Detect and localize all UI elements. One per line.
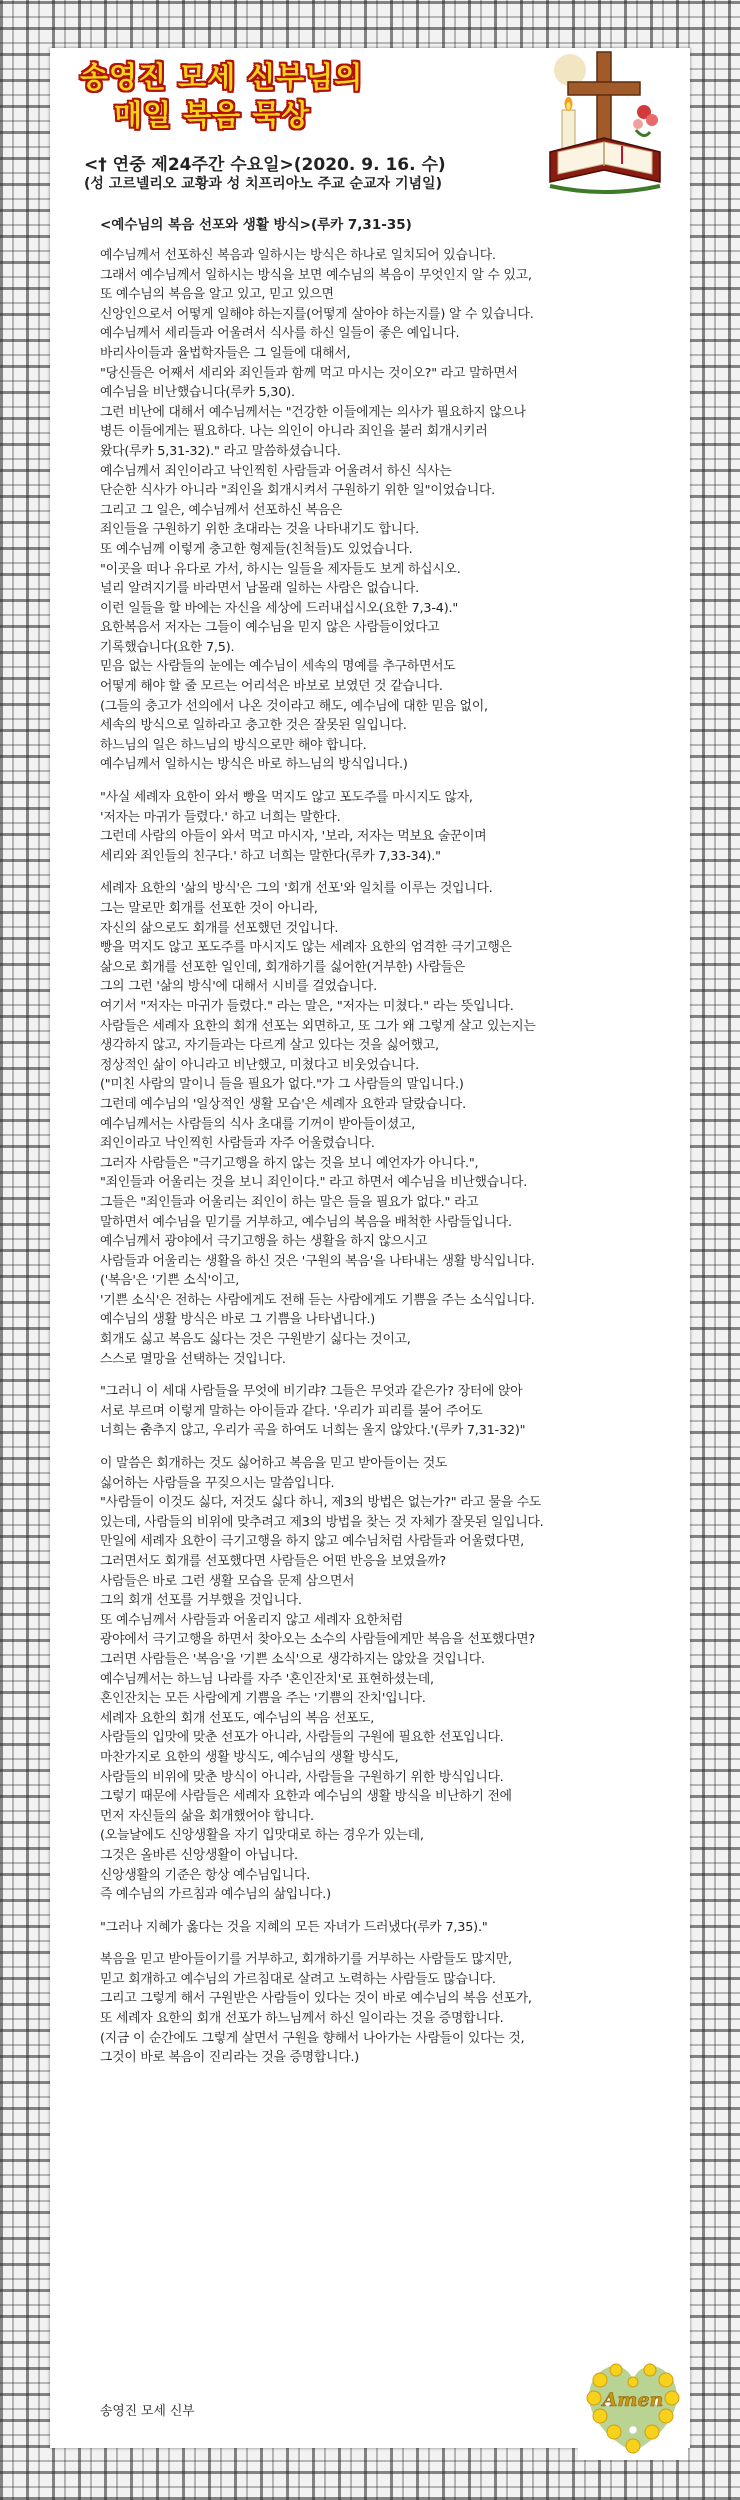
text-line: 삶으로 회개를 선포한 일인데, 회개하기를 싫어한(거부한) 사람들은	[100, 959, 466, 975]
text-line: 사람들은 바로 그런 생활 모습을 문제 삼으면서	[100, 1573, 355, 1589]
text-line: 이런 일들을 할 바에는 자신을 세상에 드러내십시오(요한 7,3-4)."	[100, 600, 459, 616]
text-line: "당신들은 어째서 세리와 죄인들과 함께 먹고 마시는 것이오?" 라고 말하면서	[100, 365, 518, 381]
text-line: 너희는 춤추지 않고, 우리가 곡을 하여도 너희는 울지 않았다.'(루카 7,31-32)"	[100, 1423, 526, 1439]
text-line: "그러니 이 세대 사람들을 무엇에 비기랴? 그들은 무엇과 같은가? 장터에 앉아	[100, 1384, 523, 1400]
text-line: 빵을 먹지도 않고 포도주를 마시지도 않는 세례자 요한의 엄격한 극기고행은	[100, 940, 512, 956]
text-line: 사람들은 세례자 요한의 회개 선포는 외면하고, 또 그가 왜 그렇게 살고 있는지는	[100, 1018, 536, 1034]
text-line: 그래서 예수님께서 일하시는 방식을 보면 예수님의 복음이 무엇인지 알 수 있고,	[100, 267, 532, 283]
text-line: 혼인잔치는 모든 사람에게 기쁨을 주는 '기쁨의 잔치'입니다.	[100, 1691, 426, 1707]
text-line: 바리사이들과 율법학자들은 그 일들에 대해서,	[100, 345, 351, 361]
text-line: 또 세례자 요한의 회개 선포가 하느님께서 하신 일이라는 것을 증명합니다.	[100, 2011, 504, 2027]
memorial-note: (성 고르넬리오 교황과 성 치프리아노 주교 순교자 기념일)	[84, 176, 442, 192]
title-line-2: 매일 복음 묵상	[114, 98, 311, 132]
cross-candle-bible-icon	[540, 48, 670, 198]
text-line: 세속의 방식으로 일하라고 충고한 것은 잘못된 일입니다.	[100, 718, 407, 734]
text-line: 또 예수님의 복음을 알고 있고, 믿고 있으면	[100, 287, 334, 303]
text-line: 스스로 멸망을 선택하는 것입니다.	[100, 1351, 286, 1367]
text-line: 믿음 없는 사람들의 눈에는 예수님이 세속의 명예를 추구하면서도	[100, 659, 456, 675]
signature: 송영진 모세 신부	[100, 2404, 195, 2419]
text-line: 그러자 사람들은 "극기고행을 하지 않는 것을 보니 예언자가 아니다.",	[100, 1155, 479, 1171]
paragraph	[100, 1950, 670, 2068]
text-line: 여기서 "저자는 마귀가 들렸다." 라는 말은, "저자는 미쳤다." 라는 뜻입니다.	[100, 998, 514, 1014]
text-line: "그러나 지혜가 옳다는 것을 지혜의 모든 자녀가 드러냈다(루카 7,35)."	[100, 1919, 488, 1935]
text-line: 있는데, 사람들의 비위에 맞추려고 제3의 방법을 찾는 것 자체가 잘못된 일입니다.	[100, 1514, 544, 1530]
text-line: (그들의 충고가 선의에서 나온 것이라고 해도, 예수님에 대한 믿음 없이,	[100, 698, 488, 714]
text-line: 그것은 올바른 신앙생활이 아닙니다.	[100, 1847, 298, 1863]
text-line: 세례자 요한의 회개 선포도, 예수님의 복음 선포도,	[100, 1710, 375, 1726]
section-title: <예수님의 복음 선포와 생활 방식>(루카 7,31-35)	[100, 217, 412, 233]
text-line: "사실 세례자 요한이 와서 빵을 먹지도 않고 포도주를 마시지도 않자,	[100, 790, 473, 806]
text-line: 죄인들을 구원하기 위한 초대라는 것을 나타내기도 합니다.	[100, 522, 419, 538]
amen-label: Amen	[602, 2389, 664, 2411]
text-line: 말하면서 예수님을 믿기를 거부하고, 예수님의 복음을 배척한 사람들입니다.	[100, 1214, 512, 1230]
text-line: (지금 이 순간에도 그렇게 살면서 구원을 향해서 나아가는 사람들이 있다는 것,	[100, 2030, 525, 2046]
text-line: 예수님께서는 하느님 나라를 자주 '혼인잔치'로 표현하셨는데,	[100, 1671, 434, 1687]
text-line: 사람들의 비위에 맞춘 방식이 아니라, 사람들을 구원하기 위한 방식입니다.	[100, 1769, 504, 1785]
text-line: 그것이 바로 복음이 진리라는 것을 증명합니다.)	[100, 2050, 360, 2066]
text-line: 먼저 자신들의 삶을 회개했어야 합니다.	[100, 1808, 314, 1824]
text-line: (오늘날에도 신앙생활을 자기 입맛대로 하는 경우가 있는데,	[100, 1828, 424, 1844]
text-line: 그의 그런 '삶의 방식'에 대해서 시비를 걸었습니다.	[100, 979, 377, 995]
text-line: 세례자 요한의 '삶의 방식'은 그의 '회개 선포'와 일치를 이루는 것입니다.	[100, 881, 493, 897]
text-line: 또 예수님께서 사람들과 어울리지 않고 세례자 요한처럼	[100, 1612, 403, 1628]
text-line: 어떻게 해야 할 줄 모르는 어리석은 바보로 보였던 것 같습니다.	[100, 679, 443, 695]
text-line: 왔다(루카 5,31-32)." 라고 말씀하셨습니다.	[100, 443, 341, 459]
text-line: 그러면 사람들은 '복음'을 '기쁜 소식'으로 생각하지는 않았을 것입니다.	[100, 1651, 485, 1667]
text-line: 신앙인으로서 어떻게 일해야 하는지를(어떻게 살아야 하는지를) 알 수 있습니다.	[100, 306, 534, 322]
amen-flower-wreath-icon	[578, 2340, 688, 2460]
text-line: 생각하지 않고, 자기들과는 다르게 살고 있다는 것을 싫어했고,	[100, 1038, 439, 1054]
text-line: ("미친 사람의 말이니 들을 필요가 없다."가 그 사람들의 말입니다.)	[100, 1077, 464, 1093]
text-line: 단순한 식사가 아니라 "죄인을 회개시켜서 구원하기 위한 일"이었습니다.	[100, 483, 496, 499]
text-line: 그런데 사람의 아들이 와서 먹고 마시자, '보라, 저자는 먹보요 술꾼이며	[100, 829, 487, 845]
text-line: 예수님께서 선포하신 복음과 일하시는 방식은 하나로 일치되어 있습니다.	[100, 248, 496, 263]
paragraph	[100, 1918, 670, 1938]
text-line: 그리고 그 일은, 예수님께서 선포하신 복음은	[100, 502, 343, 518]
paragraph	[100, 788, 670, 866]
title-banner	[80, 58, 420, 138]
text-line: 만일에 세례자 요한이 극기고행을 하지 않고 예수님처럼 사람들과 어울렸다면,	[100, 1534, 524, 1550]
text-line: 기록했습니다(요한 7,5).	[100, 639, 235, 655]
paragraph	[100, 1382, 670, 1441]
text-line: 세리와 죄인들의 친구다.' 하고 너희는 말한다(루카 7,33-34)."	[100, 848, 441, 864]
text-line: 서로 부르며 이렇게 말하는 아이들과 같다. '우리가 피리를 불어 주어도	[100, 1403, 483, 1419]
text-line: '기쁜 소식'은 전하는 사람에게도 전해 듣는 사람에게도 기쁨을 주는 소식입니다.	[100, 1292, 535, 1308]
text-line: '저자는 마귀가 들렸다.' 하고 너희는 말한다.	[100, 809, 341, 825]
text-line: 사람들의 입맛에 맞춘 선포가 아니라, 사람들의 구원에 필요한 선포입니다.	[100, 1730, 504, 1746]
text-line: 죄인이라고 낙인찍힌 사람들과 자주 어울렸습니다.	[100, 1136, 375, 1152]
text-line: 정상적인 삶이 아니라고 비난했고, 미쳤다고 비웃었습니다.	[100, 1057, 419, 1073]
text-line: 복음을 믿고 받아들이기를 거부하고, 회개하기를 거부하는 사람들도 많지만,	[100, 1952, 512, 1968]
text-line: 예수님께서는 사람들의 식사 초대를 기꺼이 받아들이셨고,	[100, 1116, 416, 1132]
text-line: 예수님께서 광야에서 극기고행을 하는 생활을 하지 않으시고	[100, 1234, 428, 1250]
text-line: 마찬가지로 요한의 생활 방식도, 예수님의 생활 방식도,	[100, 1749, 399, 1765]
text-line: 그렇기 때문에 사람들은 세례자 요한과 예수님의 생활 방식을 비난하기 전에	[100, 1789, 512, 1805]
text-line: 예수님께서 세리들과 어울려서 식사를 하신 일들이 좋은 예입니다.	[100, 326, 460, 342]
text-line: 이 말씀은 회개하는 것도 싫어하고 복음을 믿고 받아들이는 것도	[100, 1456, 448, 1472]
text-line: 그들은 "죄인들과 어울리는 죄인이 하는 말은 들을 필요가 없다." 라고	[100, 1194, 479, 1210]
text-line: 신앙생활의 기준은 항상 예수님입니다.	[100, 1867, 311, 1883]
text-line: ('복음'은 '기쁜 소식'이고,	[100, 1273, 240, 1289]
text-line: 싫어하는 사람들을 꾸짖으시는 말씀입니다.	[100, 1475, 335, 1491]
title-line-1: 송영진 모세 신부님의	[80, 60, 364, 94]
text-line: 그런 비난에 대해서 예수님께서는 "건강한 이들에게는 의사가 필요하지 않으나	[100, 404, 526, 420]
text-line: 광야에서 극기고행을 하면서 찾아오는 소수의 사람들에게만 복음을 선포했다면?	[100, 1632, 536, 1648]
paragraph	[100, 246, 670, 775]
text-line: 즉 예수님의 가르침과 예수님의 삶입니다.)	[100, 1887, 331, 1903]
text-line: 그의 회개 선포를 거부했을 것입니다.	[100, 1593, 302, 1609]
text-line: 널리 알려지기를 바라면서 남몰래 일하는 사람은 없습니다.	[100, 581, 419, 597]
paragraph	[100, 1454, 670, 1905]
text-line: 그리고 그렇게 해서 구원받은 사람들이 있다는 것이 바로 예수님의 복음 선포가,	[100, 1991, 532, 2007]
text-line: 그런데 예수님의 '일상적인 생활 모습'은 세례자 요한과 달랐습니다.	[100, 1096, 466, 1112]
text-line: 사람들과 어울리는 생활을 하신 것은 '구원의 복음'을 나타내는 생활 방식입니다.	[100, 1253, 535, 1269]
text-line: "죄인들과 어울리는 것을 보니 죄인이다." 라고 하면서 예수님을 비난했습니다.	[100, 1175, 528, 1191]
text-line: 하느님의 일은 하느님의 방식으로만 해야 합니다.	[100, 737, 367, 753]
text-line: 요한복음서 저자는 그들이 예수님을 믿지 않은 사람들이었다고	[100, 620, 440, 636]
text-line: 회개도 싫고 복음도 싫다는 것은 구원받기 싫다는 것이고,	[100, 1332, 411, 1348]
text-line: 또 예수님께 이렇게 충고한 형제들(친척들)도 있었습니다.	[100, 541, 413, 557]
text-line: 예수님께서 죄인이라고 낙인찍힌 사람들과 어울려서 하신 식사는	[100, 463, 452, 479]
text-line: 예수님의 생활 방식은 바로 그 기쁨을 나타냅니다.)	[100, 1312, 376, 1328]
text-line: 믿고 회개하고 예수님의 가르침대로 살려고 노력하는 사람들도 많습니다.	[100, 1971, 496, 1987]
meditation-body	[100, 246, 670, 2081]
text-line: "이곳을 떠나 유다로 가서, 하시는 일들을 제자들도 보게 하십시오.	[100, 561, 461, 577]
text-line: "사람들이 이것도 싫다, 저것도 싫다 하니, 제3의 방법은 없는가?" 라고 물을 수도	[100, 1495, 542, 1511]
text-line: 그러면서도 회개를 선포했다면 사람들은 어떤 반응을 보였을까?	[100, 1554, 447, 1569]
text-line: 예수님을 비난했습니다(루카 5,30).	[100, 385, 295, 401]
text-line: 예수님께서 일하시는 방식은 바로 하느님의 방식입니다.)	[100, 757, 408, 773]
text-line: 병든 이들에게는 필요하다. 나는 의인이 아니라 죄인을 불러 회개시키러	[100, 424, 488, 440]
paragraph	[100, 879, 670, 1369]
liturgical-date: <† 연중 제24주간 수요일>(2020. 9. 16. 수)	[84, 155, 446, 175]
text-line: 자신의 삶으로도 회개를 선포했던 것입니다.	[100, 920, 339, 936]
text-line: 그는 말로만 회개를 선포한 것이 아니라,	[100, 901, 318, 916]
